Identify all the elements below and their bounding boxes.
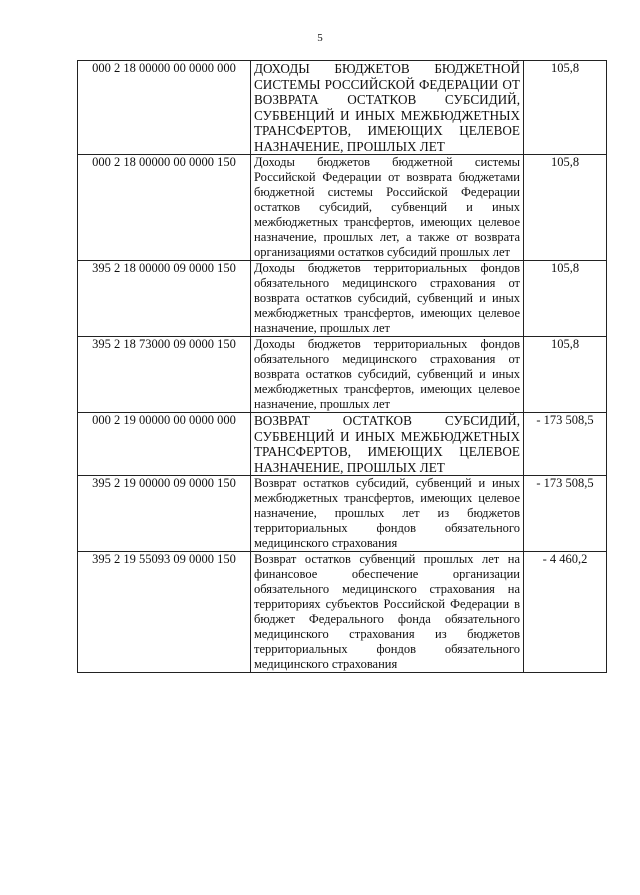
- amount-value: 105,8: [524, 261, 607, 337]
- revenue-description: ВОЗВРАТ ОСТАТКОВ СУБСИДИЙ, СУБВЕНЦИЙ И ИНЫХ МЕЖБЮДЖЕТНЫХ ТРАНСФЕРТОВ, ИМЕЮЩИХ ЦЕЛЕВОЕ НАЗНАЧЕНИЕ, ПРОШЛЫХ ЛЕТ: [251, 413, 524, 476]
- table-row: [78, 155, 607, 261]
- amount-value: - 173 508,5: [524, 476, 607, 552]
- revenue-description: Возврат остатков субсидий, субвенций и иных межбюджетных трансфертов, имеющих целевое назначение, прошлых лет из бюджетов территориальных фондов обязательного медицинского страхования: [251, 476, 524, 552]
- table-row: [78, 61, 607, 155]
- revenue-description: Доходы бюджетов территориальных фондов обязательного медицинского страхования от возврата остатков субсидий, субвенций и иных межбюджетных трансфертов, имеющих целевое назначение, прошлых лет: [251, 337, 524, 413]
- revenue-description: Доходы бюджетов территориальных фондов обязательного медицинского страхования от возврата остатков субсидий, субвенций и иных межбюджетных трансфертов, имеющих целевое назначение, прошлых лет: [251, 261, 524, 337]
- budget-classification-code: 395 2 18 00000 09 0000 150: [78, 261, 251, 337]
- budget-classification-code: 395 2 19 55093 09 0000 150: [78, 552, 251, 673]
- table-row: [78, 337, 607, 413]
- budget-classification-code: 395 2 18 73000 09 0000 150: [78, 337, 251, 413]
- revenue-description: Доходы бюджетов бюджетной системы Российской Федерации от возврата бюджетами бюджетной системы Российской Федерации остатков субсидий, субвенций и иных межбюджетных трансфертов, имеющих целевое назначение, прошлых лет, а также от возврата организациями остатков субсидий прошлых лет: [251, 155, 524, 261]
- amount-value: 105,8: [524, 61, 607, 155]
- amount-value: 105,8: [524, 155, 607, 261]
- amount-value: - 173 508,5: [524, 413, 607, 476]
- page-number: 5: [317, 32, 323, 44]
- table-row: [78, 261, 607, 337]
- amount-value: - 4 460,2: [524, 552, 607, 673]
- revenue-description: Возврат остатков субвенций прошлых лет на финансовое обеспечение организации обязательного медицинского страхования на территориях субъектов Российской Федерации в бюджет Федерального фонда обязательного медицинского страхования из бюджетов территориальных фондов обязательного медицинского страхования: [251, 552, 524, 673]
- budget-classification-code: 000 2 19 00000 00 0000 000: [78, 413, 251, 476]
- budget-classification-code: 000 2 18 00000 00 0000 150: [78, 155, 251, 261]
- table-row: [78, 552, 607, 673]
- amount-value: 105,8: [524, 337, 607, 413]
- table-row: [78, 413, 607, 476]
- budget-classification-code: 395 2 19 00000 09 0000 150: [78, 476, 251, 552]
- budget-revenue-table: [77, 60, 607, 673]
- budget-classification-code: 000 2 18 00000 00 0000 000: [78, 61, 251, 155]
- revenue-description: ДОХОДЫ БЮДЖЕТОВ БЮДЖЕТНОЙ СИСТЕМЫ РОССИЙСКОЙ ФЕДЕРАЦИИ ОТ ВОЗВРАТА ОСТАТКОВ СУБСИДИЙ, СУБВЕНЦИЙ И ИНЫХ МЕЖБЮДЖЕТНЫХ ТРАНСФЕРТОВ, ИМЕЮЩИХ ЦЕЛЕВОЕ НАЗНАЧЕНИЕ, ПРОШЛЫХ ЛЕТ: [251, 61, 524, 155]
- table-row: [78, 476, 607, 552]
